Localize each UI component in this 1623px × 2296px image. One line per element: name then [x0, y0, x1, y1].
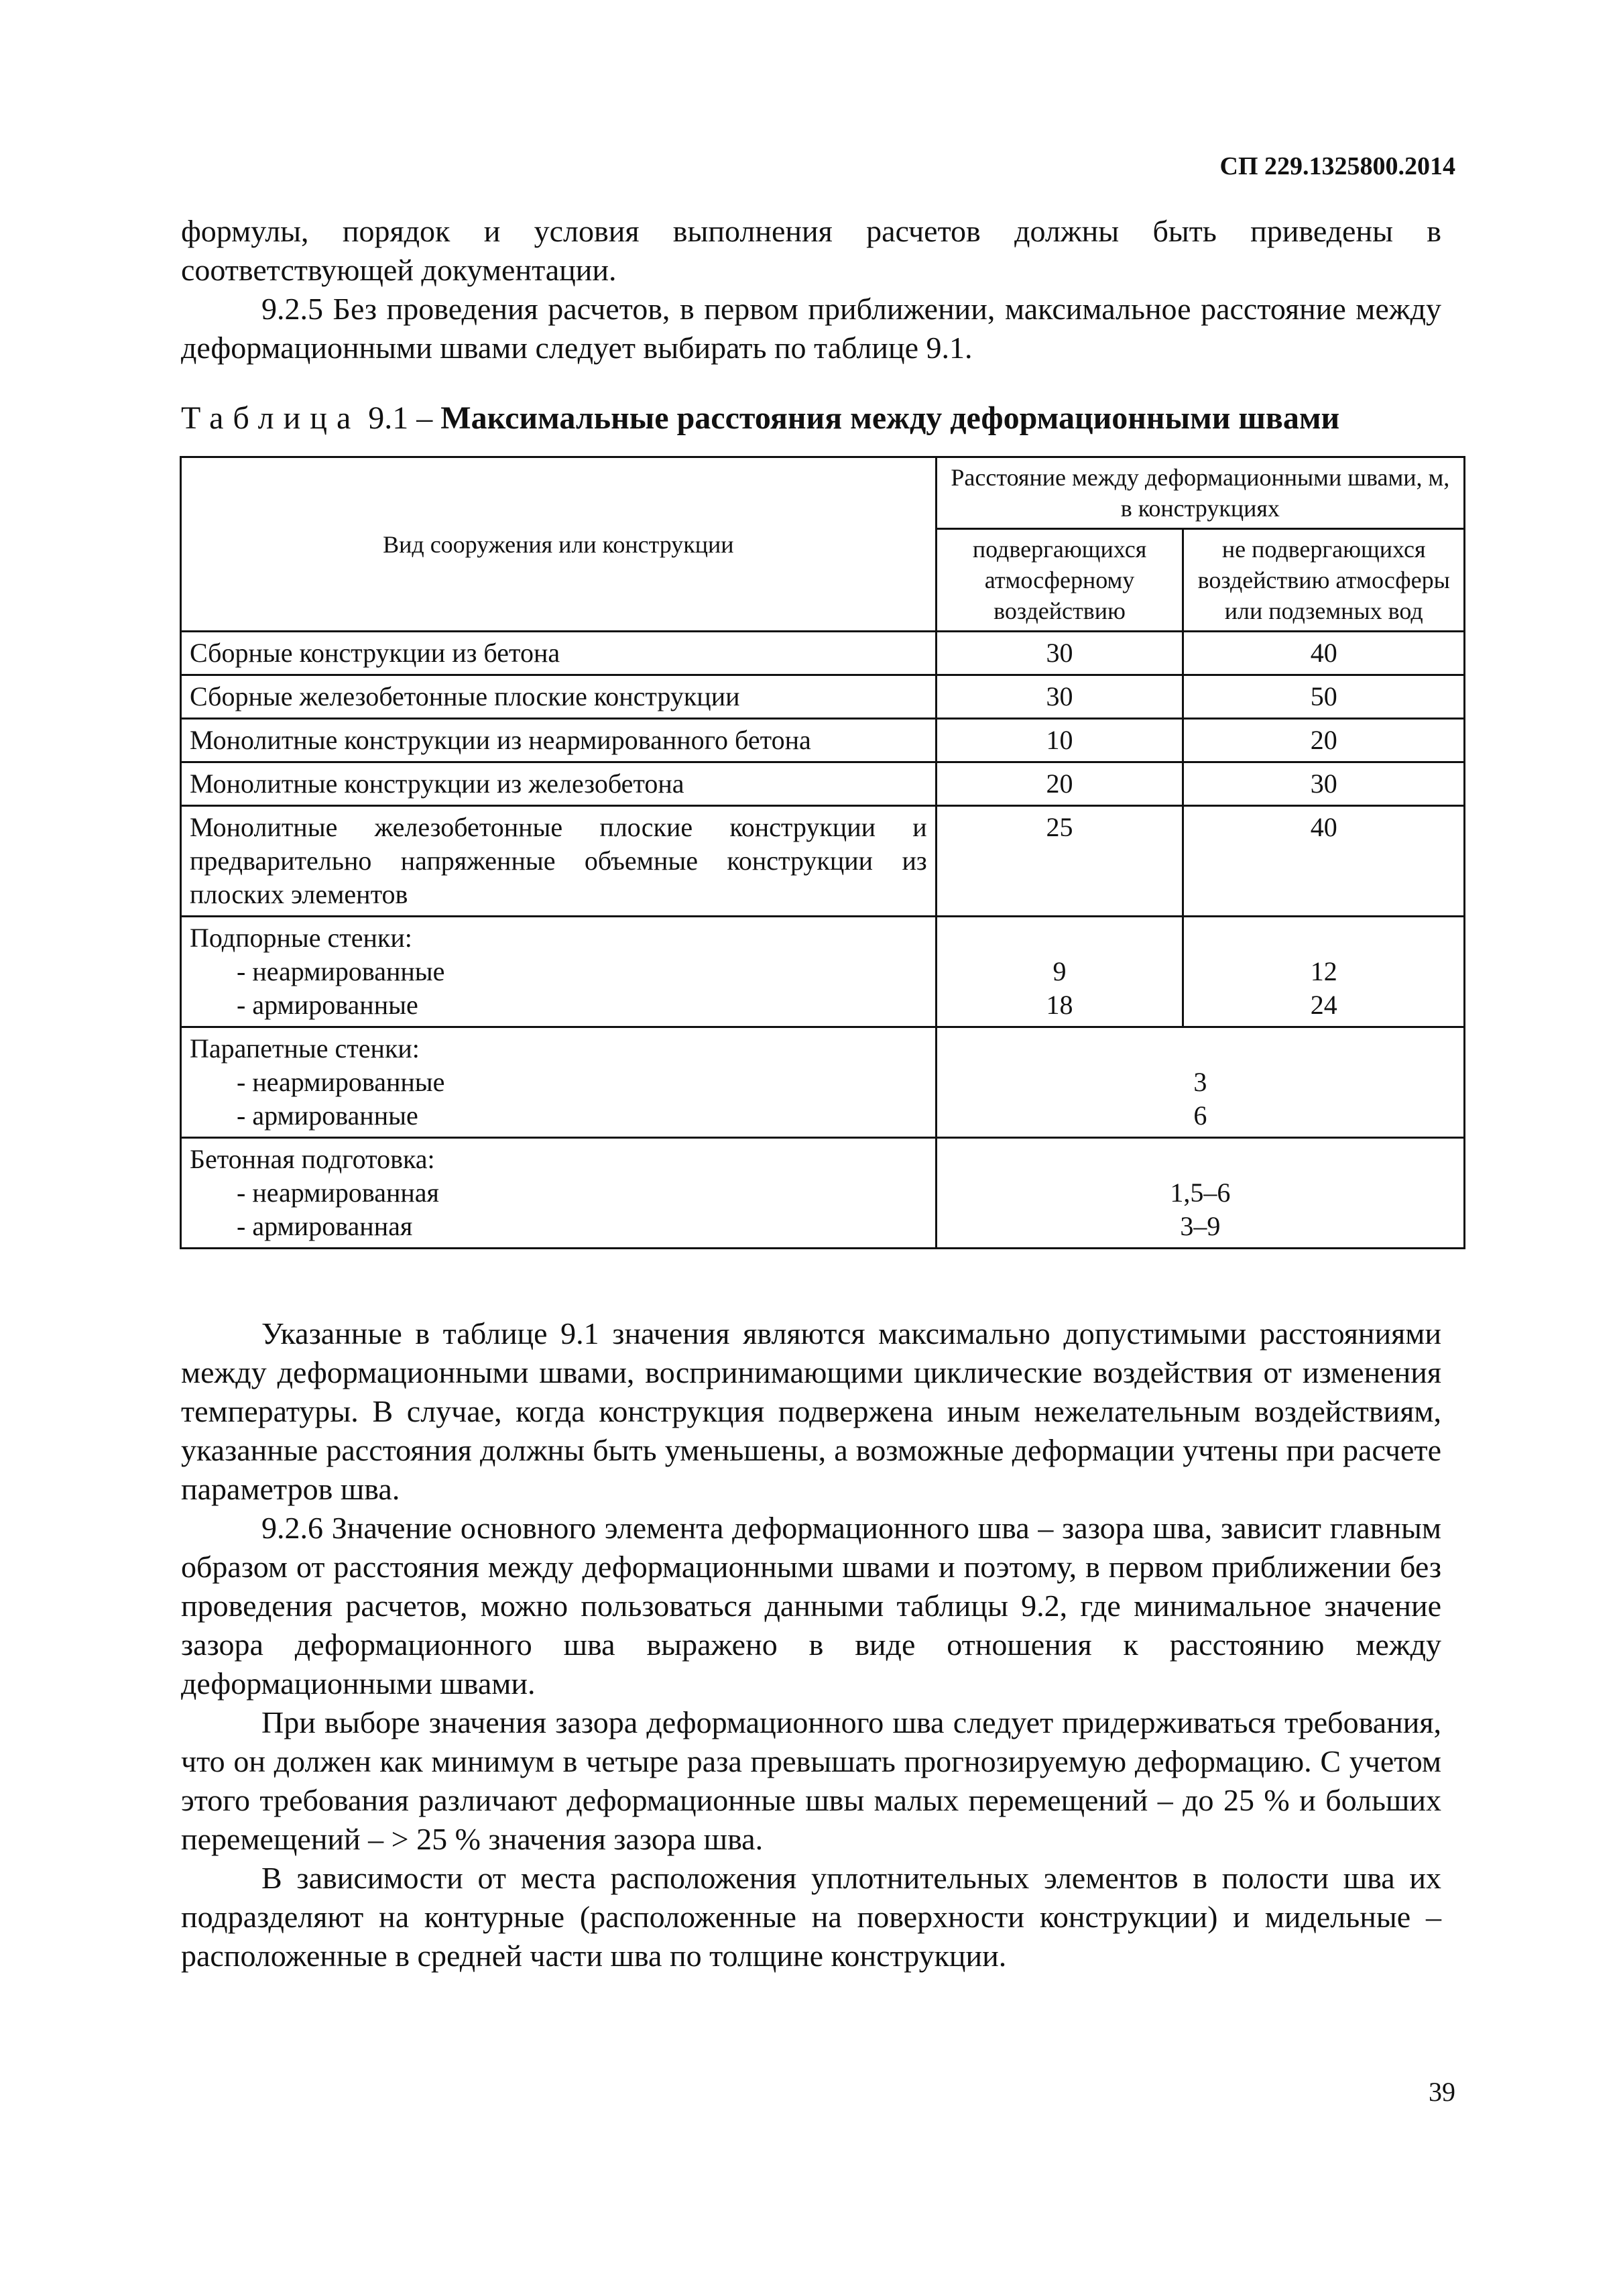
- header-exposed: подвергающихся атмосферному воздействию: [936, 529, 1183, 632]
- table-row: [181, 719, 1465, 762]
- table-header-row: [181, 457, 1465, 529]
- paragraph-continuation: формулы, порядок и условия выполнения расчетов должны быть приведены в соответствующей документации.: [181, 214, 1441, 287]
- row-value-exposed: 10: [936, 719, 1183, 762]
- table-row: [181, 762, 1465, 806]
- value-unreinforced: 12: [1310, 956, 1337, 986]
- paragraph-seal-location: В зависимости от места расположения уплотнительных элементов в полости шва их подразделяют на контурные (расположенные на поверхности конструкции) и мидельные – расположенные в средней части шва по толщине конструкции.: [181, 1861, 1441, 1973]
- table-caption: [181, 400, 1455, 437]
- value-reinforced: 6: [1193, 1100, 1207, 1131]
- row-name: Монолитные конструкции из железобетона: [181, 762, 937, 806]
- table-row-parapet-walls: [181, 1027, 1465, 1138]
- row-value-merged: [936, 1138, 1464, 1249]
- row-value-exposed: 20: [936, 762, 1183, 806]
- row-name: Монолитные конструкции из неармированного бетона: [181, 719, 937, 762]
- value-unreinforced: 1,5–6: [1170, 1178, 1231, 1208]
- table-row-concrete-base: [181, 1138, 1465, 1249]
- distance-table: [180, 456, 1465, 1249]
- table-row: [181, 675, 1465, 719]
- table-row: [181, 806, 1465, 917]
- group-title: Парапетные стенки:: [190, 1033, 420, 1064]
- row-value-not-exposed: 30: [1183, 762, 1465, 806]
- value-reinforced: 3–9: [1180, 1211, 1221, 1241]
- row-value-exposed: 30: [936, 675, 1183, 719]
- row-value-not-exposed: 40: [1183, 806, 1465, 917]
- subitem-unreinforced: - неармированные: [237, 956, 445, 986]
- group-title: Бетонная подготовка:: [190, 1144, 435, 1174]
- header-structure-type: Вид сооружения или конструкции: [181, 457, 937, 632]
- row-value-not-exposed: [1183, 917, 1465, 1027]
- group-title: Подпорные стенки:: [190, 923, 412, 953]
- header-not-exposed: не подвергающихся воздействию атмосферы или подземных вод: [1183, 529, 1465, 632]
- paragraph-9-2-5: 9.2.5 Без проведения расчетов, в первом приближении, максимальное расстояние между деформационными швами следует выбирать по таблице 9.1.: [181, 292, 1441, 365]
- row-value-not-exposed: 20: [1183, 719, 1465, 762]
- value-unreinforced: 3: [1193, 1067, 1207, 1097]
- table-row-retaining-walls: [181, 917, 1465, 1027]
- document-code: СП 229.1325800.2014: [1219, 152, 1455, 180]
- paragraph-table-note: Указанные в таблице 9.1 значения являются максимально допустимыми расстояниями между деформационными швами, воспринимающими циклические воздействия от изменения температуры. В случае, когда конструкция подвержена иным нежелательным воздействиям, указанные расстояния должны быть уменьшены, а возможные деформации учтены при расчете параметров шва.: [181, 1316, 1441, 1506]
- subitem-unreinforced: - неармированные: [237, 1067, 445, 1097]
- row-value-not-exposed: 50: [1183, 675, 1465, 719]
- subitem-reinforced: - армированная: [237, 1211, 413, 1241]
- row-value-exposed: [936, 917, 1183, 1027]
- row-value-exposed: 25: [936, 806, 1183, 917]
- paragraph-9-2-6: 9.2.6 Значение основного элемента деформационного шва – зазора шва, зависит главным образом от расстояния между деформационными швами и поэтому, в первом приближении без проведения расчетов, можно пользоваться данными таблицы 9.2, где минимальное значение зазора деформационного шва выражено в виде отношения к расстоянию между деформационными швами.: [181, 1511, 1441, 1701]
- table-caption-title: Максимальные расстояния между деформационными швами: [440, 400, 1340, 436]
- value-reinforced: 24: [1310, 990, 1337, 1020]
- row-value-exposed: 30: [936, 632, 1183, 675]
- row-value-not-exposed: 40: [1183, 632, 1465, 675]
- header-distance-group: Расстояние между деформационными швами, м, в конструкциях: [936, 457, 1464, 529]
- value-unreinforced: 9: [1053, 956, 1067, 986]
- subitem-reinforced: - армированные: [237, 990, 418, 1020]
- table-row: [181, 632, 1465, 675]
- row-name: [181, 1138, 937, 1249]
- page-number: 39: [1429, 2077, 1455, 2107]
- row-name: Монолитные железобетонные плоские конструкции и предварительно напряженные объемные конструкции из плоских элементов: [181, 806, 937, 917]
- row-name: [181, 917, 937, 1027]
- row-name: Сборные конструкции из бетона: [181, 632, 937, 675]
- table-caption-number: 9.1 –: [368, 400, 433, 436]
- row-name: Сборные железобетонные плоские конструкции: [181, 675, 937, 719]
- row-value-merged: [936, 1027, 1464, 1138]
- subitem-reinforced: - армированные: [237, 1100, 418, 1131]
- row-name: [181, 1027, 937, 1138]
- subitem-unreinforced: - неармированная: [237, 1178, 439, 1208]
- paragraph-gap-requirement: При выборе значения зазора деформационного шва следует придерживаться требования, что он должен как минимум в четыре раза превышать прогнозируемую деформацию. С учетом этого требования различают деформационные швы малых перемещений – до 25 % и больших перемещений – > 25 % значения зазора шва.: [181, 1705, 1441, 1856]
- value-reinforced: 18: [1046, 990, 1073, 1020]
- table-caption-word: Таблица: [181, 400, 361, 436]
